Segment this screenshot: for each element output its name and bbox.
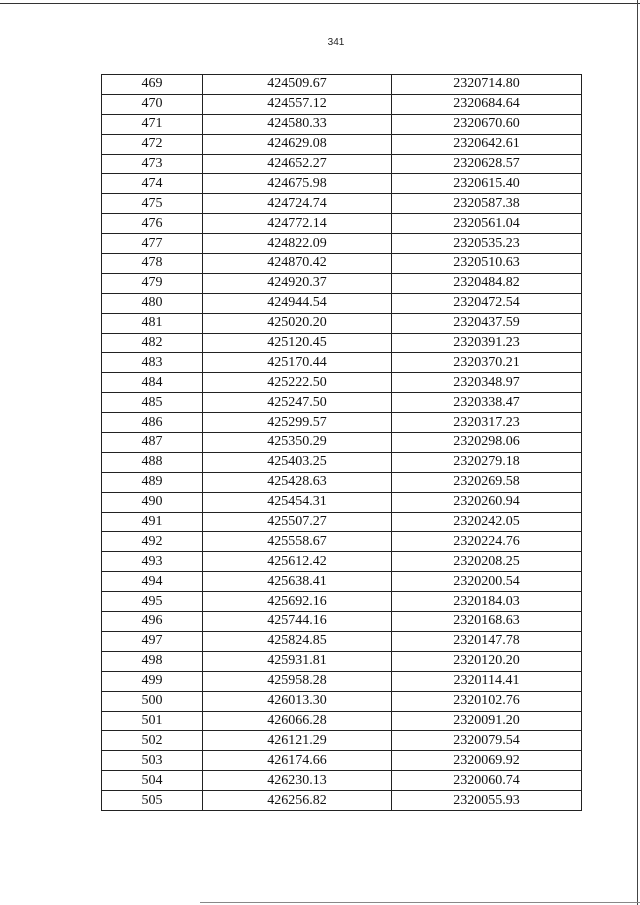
table-row: [102, 254, 582, 274]
point-number-cell: 501: [102, 711, 203, 731]
x-coordinate-cell: 424675.98: [203, 174, 392, 194]
y-coordinate-cell: 2320587.38: [392, 194, 582, 214]
y-coordinate-cell: 2320348.97: [392, 373, 582, 393]
point-number-cell: 479: [102, 273, 203, 293]
bottom-border-rule: [200, 902, 640, 903]
x-coordinate-cell: 426013.30: [203, 691, 392, 711]
x-coordinate-cell: 424724.74: [203, 194, 392, 214]
point-number-cell: 499: [102, 671, 203, 691]
x-coordinate-cell: 425454.31: [203, 492, 392, 512]
y-coordinate-cell: 2320317.23: [392, 413, 582, 433]
point-number-cell: 497: [102, 631, 203, 651]
y-coordinate-cell: 2320208.25: [392, 552, 582, 572]
x-coordinate-cell: 425170.44: [203, 353, 392, 373]
table-row: [102, 234, 582, 254]
table-row: [102, 433, 582, 453]
y-coordinate-cell: 2320069.92: [392, 751, 582, 771]
table-row: [102, 552, 582, 572]
y-coordinate-cell: 2320060.74: [392, 771, 582, 791]
y-coordinate-cell: 2320184.03: [392, 592, 582, 612]
x-coordinate-cell: 424580.33: [203, 114, 392, 134]
y-coordinate-cell: 2320615.40: [392, 174, 582, 194]
x-coordinate-cell: 424772.14: [203, 214, 392, 234]
table-row: [102, 313, 582, 333]
x-coordinate-cell: 426121.29: [203, 731, 392, 751]
point-number-cell: 500: [102, 691, 203, 711]
table-row: [102, 114, 582, 134]
table-row: [102, 75, 582, 95]
top-border-rule: [0, 3, 640, 4]
x-coordinate-cell: 426174.66: [203, 751, 392, 771]
point-number-cell: 481: [102, 313, 203, 333]
point-number-cell: 491: [102, 512, 203, 532]
point-number-cell: 475: [102, 194, 203, 214]
point-number-cell: 472: [102, 134, 203, 154]
y-coordinate-cell: 2320437.59: [392, 313, 582, 333]
point-number-cell: 483: [102, 353, 203, 373]
y-coordinate-cell: 2320279.18: [392, 452, 582, 472]
point-number-cell: 492: [102, 532, 203, 552]
x-coordinate-cell: 425507.27: [203, 512, 392, 532]
x-coordinate-cell: 425958.28: [203, 671, 392, 691]
table-row: [102, 134, 582, 154]
table-row: [102, 333, 582, 353]
table-row: [102, 592, 582, 612]
table-row: [102, 452, 582, 472]
point-number-cell: 505: [102, 791, 203, 811]
point-number-cell: 502: [102, 731, 203, 751]
table-row: [102, 651, 582, 671]
y-coordinate-cell: 2320298.06: [392, 433, 582, 453]
x-coordinate-cell: 425612.42: [203, 552, 392, 572]
x-coordinate-cell: 424944.54: [203, 293, 392, 313]
x-coordinate-cell: 425931.81: [203, 651, 392, 671]
point-number-cell: 470: [102, 94, 203, 114]
page-number: 341: [327, 37, 345, 48]
y-coordinate-cell: 2320472.54: [392, 293, 582, 313]
y-coordinate-cell: 2320147.78: [392, 631, 582, 651]
x-coordinate-cell: 426066.28: [203, 711, 392, 731]
x-coordinate-cell: 425350.29: [203, 433, 392, 453]
y-coordinate-cell: 2320535.23: [392, 234, 582, 254]
table-row: [102, 791, 582, 811]
table-row: [102, 771, 582, 791]
y-coordinate-cell: 2320168.63: [392, 612, 582, 632]
table-row: [102, 492, 582, 512]
y-coordinate-cell: 2320102.76: [392, 691, 582, 711]
y-coordinate-cell: 2320642.61: [392, 134, 582, 154]
x-coordinate-cell: 425638.41: [203, 572, 392, 592]
y-coordinate-cell: 2320628.57: [392, 154, 582, 174]
x-coordinate-cell: 425824.85: [203, 631, 392, 651]
table-row: [102, 751, 582, 771]
y-coordinate-cell: 2320484.82: [392, 273, 582, 293]
x-coordinate-cell: 424557.12: [203, 94, 392, 114]
y-coordinate-cell: 2320200.54: [392, 572, 582, 592]
coordinates-table: [101, 74, 582, 811]
point-number-cell: 496: [102, 612, 203, 632]
x-coordinate-cell: 425247.50: [203, 393, 392, 413]
x-coordinate-cell: 425020.20: [203, 313, 392, 333]
point-number-cell: 482: [102, 333, 203, 353]
table-row: [102, 154, 582, 174]
coordinates-table-body: [102, 75, 582, 811]
x-coordinate-cell: 424509.67: [203, 75, 392, 95]
y-coordinate-cell: 2320242.05: [392, 512, 582, 532]
y-coordinate-cell: 2320120.20: [392, 651, 582, 671]
table-row: [102, 273, 582, 293]
table-row: [102, 731, 582, 751]
point-number-cell: 498: [102, 651, 203, 671]
point-number-cell: 473: [102, 154, 203, 174]
point-number-cell: 477: [102, 234, 203, 254]
y-coordinate-cell: 2320114.41: [392, 671, 582, 691]
x-coordinate-cell: 425222.50: [203, 373, 392, 393]
point-number-cell: 486: [102, 413, 203, 433]
right-border-rule: [637, 0, 638, 905]
point-number-cell: 474: [102, 174, 203, 194]
table-row: [102, 413, 582, 433]
table-row: [102, 174, 582, 194]
table-row: [102, 691, 582, 711]
point-number-cell: 476: [102, 214, 203, 234]
y-coordinate-cell: 2320391.23: [392, 333, 582, 353]
point-number-cell: 493: [102, 552, 203, 572]
x-coordinate-cell: 424652.27: [203, 154, 392, 174]
y-coordinate-cell: 2320684.64: [392, 94, 582, 114]
y-coordinate-cell: 2320091.20: [392, 711, 582, 731]
point-number-cell: 487: [102, 433, 203, 453]
y-coordinate-cell: 2320670.60: [392, 114, 582, 134]
point-number-cell: 484: [102, 373, 203, 393]
table-row: [102, 612, 582, 632]
point-number-cell: 490: [102, 492, 203, 512]
y-coordinate-cell: 2320338.47: [392, 393, 582, 413]
point-number-cell: 489: [102, 472, 203, 492]
x-coordinate-cell: 425744.16: [203, 612, 392, 632]
y-coordinate-cell: 2320510.63: [392, 254, 582, 274]
point-number-cell: 469: [102, 75, 203, 95]
x-coordinate-cell: 425428.63: [203, 472, 392, 492]
y-coordinate-cell: 2320055.93: [392, 791, 582, 811]
x-coordinate-cell: 426256.82: [203, 791, 392, 811]
y-coordinate-cell: 2320561.04: [392, 214, 582, 234]
x-coordinate-cell: 425692.16: [203, 592, 392, 612]
table-row: [102, 671, 582, 691]
table-row: [102, 532, 582, 552]
table-row: [102, 572, 582, 592]
y-coordinate-cell: 2320370.21: [392, 353, 582, 373]
point-number-cell: 503: [102, 751, 203, 771]
x-coordinate-cell: 424629.08: [203, 134, 392, 154]
table-row: [102, 512, 582, 532]
x-coordinate-cell: 425403.25: [203, 452, 392, 472]
point-number-cell: 488: [102, 452, 203, 472]
table-row: [102, 711, 582, 731]
point-number-cell: 471: [102, 114, 203, 134]
table-row: [102, 393, 582, 413]
point-number-cell: 478: [102, 254, 203, 274]
table-row: [102, 194, 582, 214]
table-row: [102, 373, 582, 393]
x-coordinate-cell: 425120.45: [203, 333, 392, 353]
y-coordinate-cell: 2320224.76: [392, 532, 582, 552]
point-number-cell: 485: [102, 393, 203, 413]
x-coordinate-cell: 426230.13: [203, 771, 392, 791]
y-coordinate-cell: 2320714.80: [392, 75, 582, 95]
table-row: [102, 631, 582, 651]
x-coordinate-cell: 424870.42: [203, 254, 392, 274]
y-coordinate-cell: 2320260.94: [392, 492, 582, 512]
x-coordinate-cell: 424920.37: [203, 273, 392, 293]
table-row: [102, 293, 582, 313]
point-number-cell: 495: [102, 592, 203, 612]
y-coordinate-cell: 2320079.54: [392, 731, 582, 751]
y-coordinate-cell: 2320269.58: [392, 472, 582, 492]
x-coordinate-cell: 424822.09: [203, 234, 392, 254]
point-number-cell: 494: [102, 572, 203, 592]
point-number-cell: 480: [102, 293, 203, 313]
table-row: [102, 94, 582, 114]
table-row: [102, 214, 582, 234]
table-row: [102, 472, 582, 492]
x-coordinate-cell: 425558.67: [203, 532, 392, 552]
table-row: [102, 353, 582, 373]
x-coordinate-cell: 425299.57: [203, 413, 392, 433]
point-number-cell: 504: [102, 771, 203, 791]
